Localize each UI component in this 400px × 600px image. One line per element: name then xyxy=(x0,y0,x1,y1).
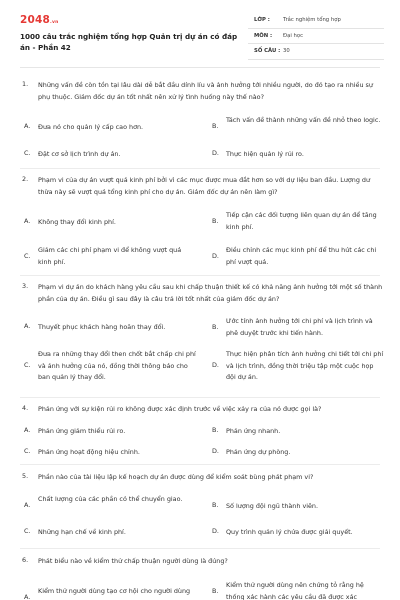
option-letter: B. xyxy=(212,217,219,225)
meta-key: LỚP : xyxy=(254,17,270,23)
question-text: Những vấn đề còn tồn tại lâu dài dễ bắt đầu dính líu và ảnh hưởng tới nhiều người, do đó tạo ra nhiều sự phụ thuộc. Giám đốc dự án tốt nhất nên xử lý tình huống này thế nào? xyxy=(38,81,373,101)
option-text: Không thay đổi kinh phí. xyxy=(38,218,116,226)
question-number: 6. xyxy=(22,556,29,564)
question-number: 5. xyxy=(22,472,29,480)
option-text: Kiểm thử người dùng nên chứng tỏ rằng hệ thống xác hành các yêu cầu đã được xác xyxy=(226,581,364,600)
meta-value: 30 xyxy=(283,48,290,54)
option-text: Chất lượng của các phần có thể chuyển giao. xyxy=(38,495,183,503)
question-divider xyxy=(20,464,380,465)
page-title: 1000 câu trắc nghiệm tổng hợp Quản trị dự án có đáp án - Phần 42 xyxy=(20,32,238,52)
question-divider xyxy=(20,168,380,169)
meta-key: MÔN : xyxy=(254,32,273,39)
question-text: Phạm vi của dự án vượt quá kinh phí bởi vì các mục được mua đắt hơn so với dự liệu ban đầu. Lượng dư thừa này sẽ vượt quá tổng kinh phí cho dự án. Giám đốc dự án nên làm gì? xyxy=(38,176,371,196)
option-text: Điều chỉnh các mục kinh phí để thu hút các chi phí vượt quá. xyxy=(226,246,377,266)
option-text: Thực hiện quản lý rủi ro. xyxy=(226,150,304,158)
question-divider xyxy=(20,548,380,549)
document-header xyxy=(0,0,400,68)
meta-row-count xyxy=(248,44,384,60)
option-text: Ước tính ảnh hưởng tới chi phí và lịch trình và phê duyệt trước khi tiến hành. xyxy=(226,317,373,337)
option-letter: C. xyxy=(24,252,31,260)
option-letter: B. xyxy=(212,426,219,434)
option-text: Phản ứng dự phòng. xyxy=(226,448,291,456)
meta-row-subject xyxy=(248,29,384,45)
question-text: Phản ứng với sự kiện rủi ro không được xác định trước về việc xảy ra của nó được gọi là? xyxy=(38,405,322,413)
option-letter: D. xyxy=(212,149,219,157)
option-letter: A. xyxy=(24,501,31,509)
question-divider xyxy=(20,275,380,276)
question-number: 3. xyxy=(22,282,29,290)
option-text: Phản ứng hoạt động hiệu chỉnh. xyxy=(38,448,140,456)
logo-main: 2048 xyxy=(20,14,51,26)
question-text: Phát biểu nào về kiểm thử chấp thuận người dùng là đúng? xyxy=(38,557,228,565)
question-number: 4. xyxy=(22,404,29,412)
meta-table xyxy=(248,13,384,60)
option-letter: A. xyxy=(24,217,31,225)
option-letter: B. xyxy=(212,122,219,130)
question-text: Phần nào của tài liệu lập kế hoạch dự án được dùng để kiểm soát bùng phát phạm vi? xyxy=(38,473,314,481)
option-text: Tiếp cận các đối tượng liên quan dự án để tăng kinh phí. xyxy=(226,211,377,231)
question-number: 1. xyxy=(22,80,29,88)
meta-value: Đại học xyxy=(283,32,304,39)
option-letter: B. xyxy=(212,501,219,509)
option-text: Thực hiện phân tích ảnh hưởng chi tiết tới chi phí và lịch trình, đồng thời triệu tập một cuộc họp đội dự án. xyxy=(226,350,384,381)
meta-value: Trắc nghiệm tổng hợp xyxy=(283,17,341,23)
option-letter: C. xyxy=(24,527,31,535)
option-letter: D. xyxy=(212,361,219,369)
option-letter: D. xyxy=(212,252,219,260)
option-text: Phản ứng giảm thiểu rủi ro. xyxy=(38,427,126,435)
option-letter: D. xyxy=(212,527,219,535)
option-text: Đưa ra những thay đổi then chốt bắt chấp chi phí và ảnh hưởng của nó, đồng thời thông báo cho ban quản lý thay đổi. xyxy=(38,350,196,381)
option-letter: B. xyxy=(212,587,219,595)
option-text: Thuyết phục khách hàng hoãn thay đổi. xyxy=(38,323,166,331)
logo-suffix: .vn xyxy=(50,20,59,25)
option-text: Giảm các chi phí phạm vi để không vượt quá kinh phí. xyxy=(38,246,182,266)
question-text: Phạm vi dự án do khách hàng yêu cầu sau khi chấp thuận thiết kế có khả năng ảnh hưởng tới một số thành phần của dự án. Điều gì sau đây là câu trả lời tốt nhất của giám đốc dự án? xyxy=(38,283,383,303)
option-letter: B. xyxy=(212,323,219,331)
option-text: Đưa nó cho quản lý cấp cao hơn. xyxy=(38,123,144,131)
option-text: Tách vấn đề thành những vấn đề nhỏ theo logic. xyxy=(226,116,381,124)
option-letter: A. xyxy=(24,426,31,434)
question-divider xyxy=(20,397,380,398)
option-letter: A. xyxy=(24,593,31,600)
question-number: 2. xyxy=(22,175,29,183)
meta-key: SỐ CÂU : xyxy=(254,48,281,54)
site-logo[interactable] xyxy=(20,14,58,26)
option-text: Quy trình quản lý chứa được giải quyết. xyxy=(226,528,353,536)
option-letter: C. xyxy=(24,361,31,369)
option-letter: A. xyxy=(24,322,31,330)
option-letter: A. xyxy=(24,122,31,130)
meta-row-class xyxy=(248,13,384,29)
option-text: Kiểm thử người dùng tạo cơ hội cho người dùng xyxy=(38,587,191,595)
option-text: Những hạn chế về kinh phí. xyxy=(38,528,126,536)
option-letter: C. xyxy=(24,149,31,157)
option-letter: C. xyxy=(24,447,31,455)
header-divider xyxy=(20,67,380,68)
option-text: Phản ứng nhanh. xyxy=(226,427,281,435)
option-text: Đặt cơ sở lịch trình dự án. xyxy=(38,150,121,158)
option-letter: D. xyxy=(212,447,219,455)
option-text: Số lượng đội ngũ thành viên. xyxy=(226,502,319,510)
